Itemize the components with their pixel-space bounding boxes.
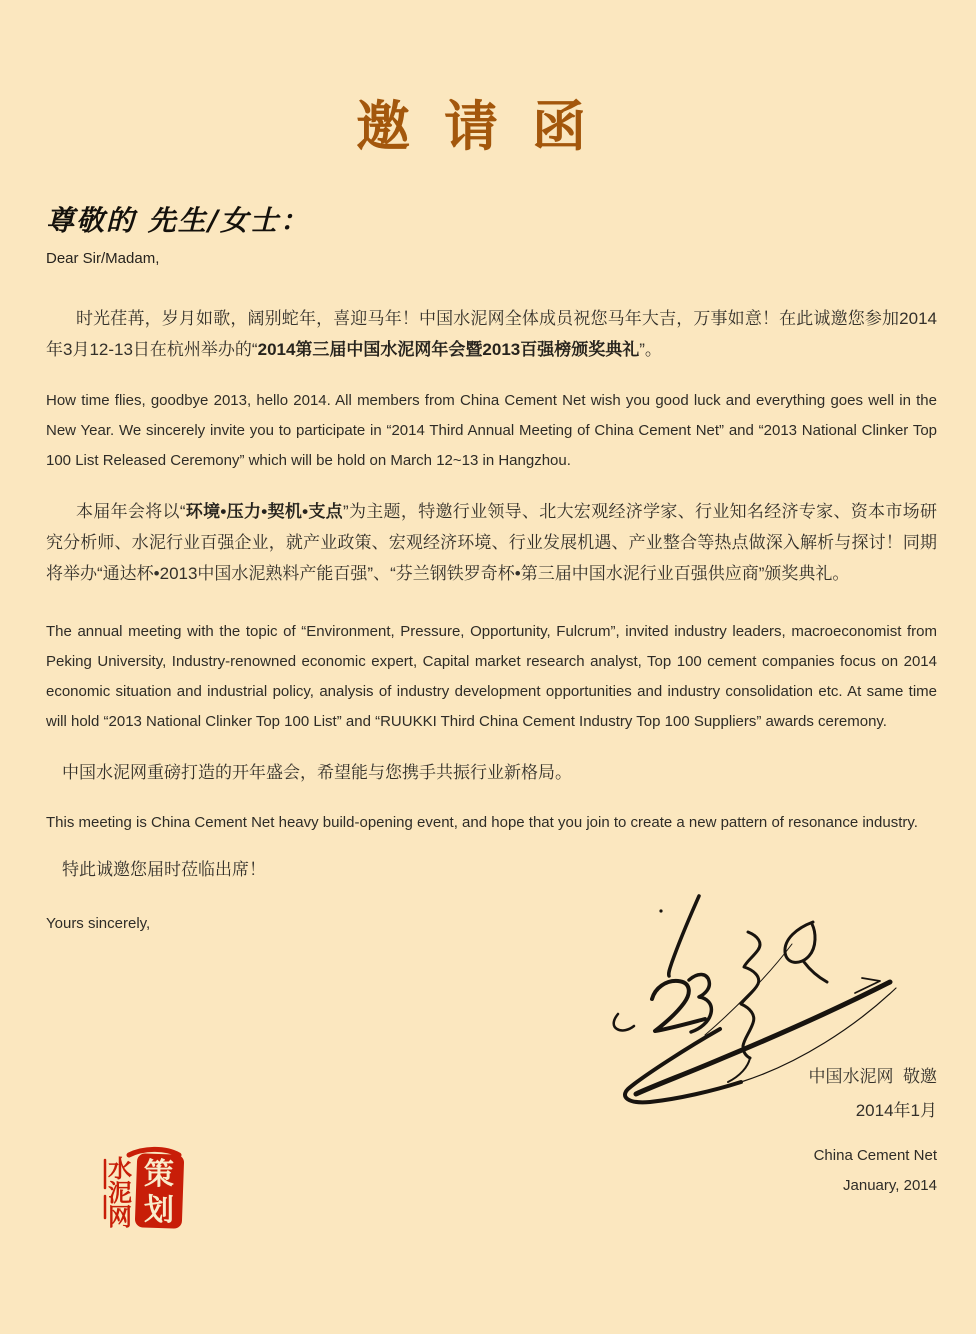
seal-char-wang: 网: [108, 1202, 132, 1231]
date-zh: 2014年1月: [855, 1101, 937, 1120]
paragraph-1-zh-event-name: 2014第三届中国水泥网年会暨2013百强榜颁奖典礼: [257, 340, 640, 359]
signoff-zh: 中国水泥网 敬邀: [808, 1067, 937, 1086]
paragraph-1-zh-lead: 时光荏苒，岁月如歌，阔别蛇年，喜迎马年！中国水泥网全体成员祝您马年大吉，万事如意！在此诚邀您参加2014年3月12-13日在杭州举办的“: [46, 309, 937, 359]
seal-char-ni: 泥: [108, 1178, 132, 1207]
signature-stroke: [614, 1014, 634, 1030]
paragraph-3-en: This meeting is China Cement Net heavy build-opening event, and hope that you join to create a new pattern of resonance industry.: [46, 814, 918, 831]
salutation-zh: 尊敬的 先生/女士：: [46, 204, 310, 237]
signature-stroke: [652, 981, 705, 1031]
paragraph-1-zh-tail: ”。: [639, 340, 662, 359]
signature-stroke: [728, 1058, 750, 1082]
paragraph-1-en: How time flies, goodbye 2013, hello 2014. All members from China Cement Net wish you good luck and everything goes well in the New Year. We sincerely invite you to participate in “2014 Third Annual Meeting of China Cement Net” and “2013 National Clinker Top 100 List Released Ceremony” which will be hold on March 12~13 in Hangzhou.: [46, 392, 937, 469]
date-en: January, 2014: [843, 1177, 937, 1194]
seal-char-hua: 划: [144, 1193, 174, 1228]
paragraph-2-zh-topic: 环境•压力•契机•支点: [185, 502, 343, 521]
signoff-en: China Cement Net: [813, 1147, 937, 1164]
paragraph-2-zh-tail: ”为主题，特邀行业领导、北大宏观经济学家、行业知名经济专家、资本市场研究分析师、水泥行业百强企业，就产业政策、宏观经济环境、行业发展机遇、产业整合等热点做深入解析与探讨！同期将举办“通达杯•2013中国水泥熟料产能百强”、“芬兰钢铁罗奇杯•第三届中国水泥行业百强供应商”颁奖典礼。: [46, 502, 937, 583]
salutation-en: Dear Sir/Madam,: [46, 250, 160, 267]
signature-stroke: [705, 944, 792, 1035]
seal-char-ce: 策: [144, 1157, 174, 1192]
signature-stroke: [785, 922, 827, 982]
signature-stroke: [741, 932, 760, 1058]
seal-stamp: [99, 1146, 185, 1232]
paragraph-2-zh-lead: 本届年会将以“: [76, 502, 186, 521]
signature-ink-dot: [659, 909, 662, 912]
letter-title: 邀请函: [356, 94, 620, 158]
paragraph-1-zh: [46, 303, 937, 365]
paragraph-2-en: The annual meeting with the topic of “Environment, Pressure, Opportunity, Fulcrum”, invited industry leaders, macroeconomist from Peking University, Industry-renowned economic expert, Capital market research analyst, Top 100 cement companies focus on 2014 economic situation and industrial policy, analysis of industry development opportunities and industry consolidation etc. At same time will hold “2013 National Clinker Top 100 List” and “RUUKKI Third China Cement Industry Top 100 Suppliers” awards ceremony.: [46, 623, 937, 730]
seal-char-shui: 水: [108, 1154, 132, 1183]
paragraph-3-zh: 中国水泥网重磅打造的开年盛会，希望能与您携手共振行业新格局。: [62, 763, 572, 782]
closing-line: Yours sincerely,: [46, 915, 151, 932]
signature-stroke: [669, 896, 699, 976]
paragraph-2-zh: [46, 496, 937, 589]
invitation-line-zh: 特此诚邀您届时莅临出席！: [62, 860, 266, 879]
